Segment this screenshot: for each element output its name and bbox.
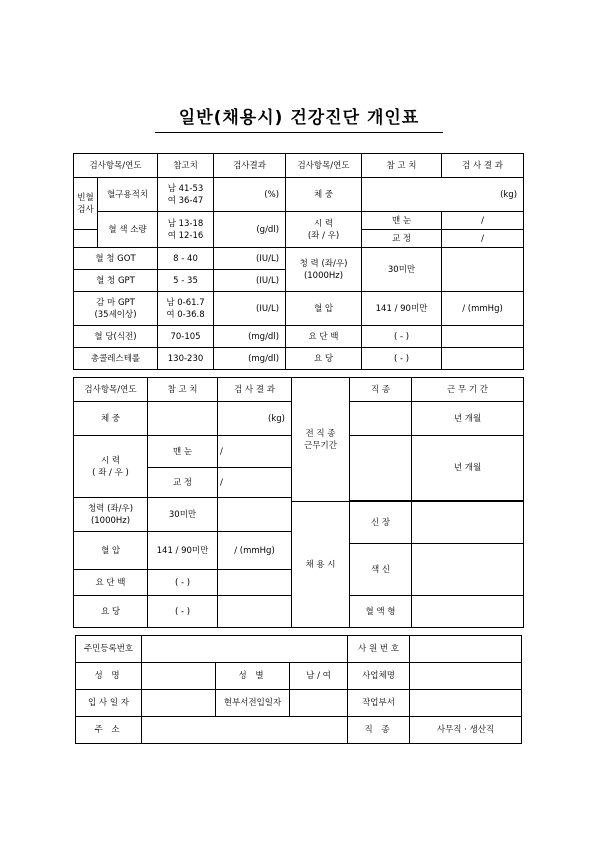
bp-label: 혈 압 [74, 532, 148, 570]
weight-result[interactable]: (kg) [218, 402, 292, 436]
hearing-label: 청 력 (좌/우) (1000Hz) [286, 248, 362, 292]
blood-type-label: 혈 액 형 [350, 596, 412, 628]
ggt-ref: 남 0-61.7 여 0-36.8 [158, 292, 214, 326]
urine-sugar-ref: ( - ) [362, 348, 442, 370]
hearing-ref: 30미만 [362, 248, 442, 292]
sex-label: 성 별 [216, 663, 290, 690]
anemia-label: 빈혈 검사 [74, 178, 98, 230]
anemia-spacer [74, 230, 98, 248]
urine-protein-result[interactable] [218, 570, 292, 596]
vision-naked-label: 맨 눈 [148, 436, 218, 468]
header-reference-2: 참 고 치 [362, 154, 442, 178]
vision-label: 시 력 ( 좌 / 우 ) [74, 436, 148, 498]
urine-protein-label: 요 단 백 [74, 570, 148, 596]
hemoglobin-result[interactable]: (g/dl) [214, 212, 286, 248]
job-type-header: 직 종 [350, 378, 412, 402]
urine-sugar-ref: ( - ) [148, 596, 218, 628]
weight-ref [148, 402, 218, 436]
glucose-ref: 70-105 [158, 326, 214, 348]
got-ref: 8 - 40 [158, 248, 214, 270]
header-item-year-2: 검사항목/연도 [286, 154, 362, 178]
dept-date-value[interactable] [290, 690, 348, 717]
urine-protein-label: 요 단 백 [286, 326, 362, 348]
urine-sugar-label: 요 당 [74, 596, 148, 628]
cholesterol-result[interactable]: (mg/dl) [214, 348, 286, 370]
prev-period-1[interactable]: 년 개월 [412, 402, 524, 436]
height-label: 신 장 [350, 502, 412, 544]
got-label: 혈 청 GOT [74, 248, 158, 270]
vision-corrected-result[interactable]: / [442, 230, 524, 248]
exam-table-hiring [73, 377, 524, 628]
name-value[interactable] [142, 663, 216, 690]
header-result: 검사결과 [214, 154, 286, 178]
vision-label: 시 력 (좌 / 우) [286, 212, 362, 248]
vision-naked-label: 맨 눈 [362, 212, 442, 230]
prev-job-type-2[interactable] [350, 436, 412, 501]
bp-result[interactable]: / (mmHg) [218, 532, 292, 570]
urine-sugar-result[interactable] [442, 348, 524, 370]
name-label: 성 명 [76, 663, 142, 690]
urine-protein-ref: ( - ) [362, 326, 442, 348]
weight-result[interactable]: (kg) [362, 178, 524, 212]
vision-corrected-label: 교 정 [148, 468, 218, 498]
address-label: 주 소 [76, 717, 142, 744]
resident-number-label: 주민등록번호 [76, 636, 142, 663]
prev-job-type-1[interactable] [350, 402, 412, 436]
page-title: 일반(채용시) 건강진단 개인표 [155, 103, 443, 133]
personal-info-table [75, 635, 522, 744]
glucose-result[interactable]: (mg/dl) [214, 326, 286, 348]
hearing-result[interactable] [442, 248, 524, 292]
cholesterol-ref: 130-230 [158, 348, 214, 370]
urine-protein-ref: ( - ) [148, 570, 218, 596]
work-dept-value[interactable] [410, 690, 522, 717]
hiring-label: 채 용 시 [292, 502, 350, 628]
hearing-ref: 30미만 [148, 498, 218, 532]
hematocrit-label: 혈구용적치 [98, 178, 158, 212]
header-reference: 참 고 치 [148, 378, 218, 402]
dept-date-label: 현부서전입일자 [216, 690, 290, 717]
height-result[interactable] [412, 502, 524, 544]
header-result-2: 검 사 결 과 [442, 154, 524, 178]
job-value[interactable]: 사무직 · 생산직 [410, 717, 522, 744]
job-label: 직 종 [348, 717, 410, 744]
vision-naked-result[interactable]: / [218, 436, 292, 468]
glucose-label: 혈 당(식전) [74, 326, 158, 348]
ggt-result[interactable]: (IU/L) [214, 292, 286, 326]
bp-ref: 141 / 90미만 [362, 292, 442, 326]
hematocrit-ref: 남 41-53 여 36-47 [158, 178, 214, 212]
color-vision-result[interactable] [412, 544, 524, 596]
employee-number-value[interactable] [410, 636, 522, 663]
employee-number-label: 사 원 번 호 [348, 636, 410, 663]
exam-table-main [73, 153, 524, 370]
sex-value[interactable]: 남 / 여 [290, 663, 348, 690]
bp-ref: 141 / 90미만 [148, 532, 218, 570]
hearing-label: 청력 (좌/우) (1000Hz) [74, 498, 148, 532]
color-vision-label: 색 신 [350, 544, 412, 596]
header-result: 검 사 결 과 [218, 378, 292, 402]
prev-job-label: 전 직 종 근무기간 [292, 378, 350, 502]
hemoglobin-ref: 남 13-18 여 12-16 [158, 212, 214, 248]
header-reference: 참고치 [158, 154, 214, 178]
address-value[interactable] [142, 717, 348, 744]
header-item-year: 검사항목/연도 [74, 154, 158, 178]
period-header: 근 무 기 간 [412, 378, 524, 402]
work-dept-label: 작업부서 [348, 690, 410, 717]
company-label: 사업체명 [348, 663, 410, 690]
got-result[interactable]: (IU/L) [214, 248, 286, 270]
urine-protein-result[interactable] [442, 326, 524, 348]
hemoglobin-label: 혈 색 소량 [98, 212, 158, 248]
bp-label: 혈 압 [286, 292, 362, 326]
header-item-year: 검사항목/연도 [74, 378, 148, 402]
gpt-result[interactable]: (IU/L) [214, 270, 286, 292]
resident-number-value[interactable] [142, 636, 348, 663]
gpt-label: 혈 청 GPT [74, 270, 158, 292]
vision-naked-result[interactable]: / [442, 212, 524, 230]
company-value[interactable] [410, 663, 522, 690]
weight-label: 체 중 [74, 402, 148, 436]
hire-date-value[interactable] [142, 690, 216, 717]
ggt-label: 감 마 GPT (35세이상) [74, 292, 158, 326]
weight-label: 체 중 [286, 178, 362, 212]
urine-sugar-label: 요 당 [286, 348, 362, 370]
bp-result[interactable]: / (mmHg) [442, 292, 524, 326]
hire-date-label: 입 사 일 자 [76, 690, 142, 717]
hematocrit-result[interactable]: (%) [214, 178, 286, 212]
vision-corrected-label: 교 정 [362, 230, 442, 248]
vision-corrected-result[interactable]: / [218, 468, 292, 498]
urine-sugar-result[interactable] [218, 596, 292, 628]
gpt-ref: 5 - 35 [158, 270, 214, 292]
prev-period-2[interactable]: 년 개월 [412, 436, 524, 501]
cholesterol-label: 총콜레스테롤 [74, 348, 158, 370]
hearing-result[interactable] [218, 498, 292, 532]
blood-type-result[interactable] [412, 596, 524, 628]
